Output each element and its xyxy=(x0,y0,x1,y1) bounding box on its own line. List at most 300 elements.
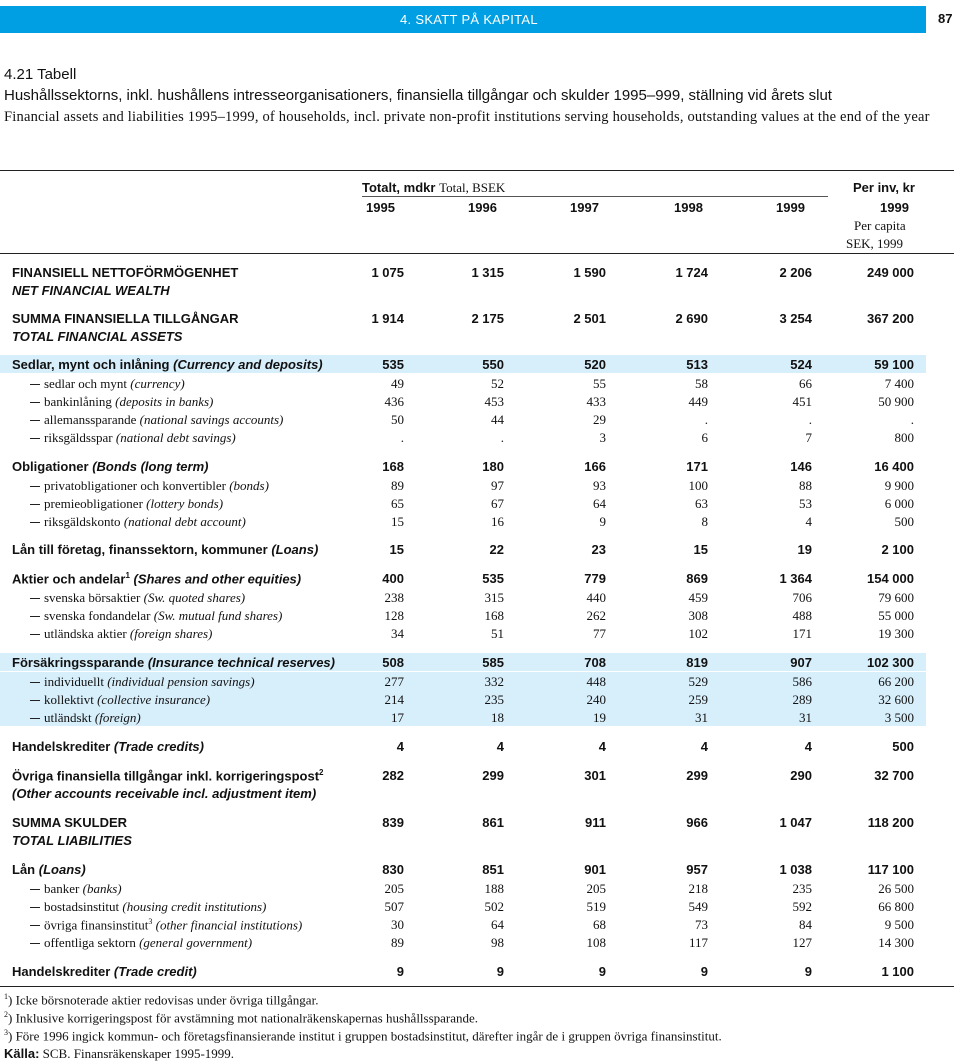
value-cell: 367 200 xyxy=(867,311,914,326)
value-cell: 205 xyxy=(586,881,606,896)
value-cell: 290 xyxy=(790,768,812,783)
value-cell: 168 xyxy=(382,459,404,474)
row-label-sv: bostadsinstitut xyxy=(44,899,120,914)
row-label-en: (Trade credit) xyxy=(113,964,197,979)
row-label-en: (foreign) xyxy=(94,710,141,725)
value-cell: 49 xyxy=(391,376,404,391)
row-label-sv: övriga finansinstitut xyxy=(44,917,149,933)
value-cell: 22 xyxy=(489,542,504,557)
value-cell: 51 xyxy=(491,626,504,641)
value-cell: 117 xyxy=(688,935,708,950)
value-cell: 63 xyxy=(695,496,708,511)
row-label xyxy=(12,357,323,372)
row-label xyxy=(30,881,122,897)
row-label-en: (collective insurance) xyxy=(97,692,211,707)
value-cell: 238 xyxy=(384,590,404,605)
dash-marker xyxy=(30,634,40,635)
table-heading xyxy=(4,64,954,128)
dash-marker xyxy=(30,438,40,439)
value-cell: 50 900 xyxy=(878,394,914,409)
value-cell: 14 300 xyxy=(878,935,914,950)
value-cell: 2 690 xyxy=(675,311,708,326)
dash-marker xyxy=(30,522,40,523)
value-cell: 869 xyxy=(686,571,708,586)
value-cell: 2 206 xyxy=(779,265,812,280)
value-cell: 4 xyxy=(598,739,606,754)
value-cell: 19 xyxy=(593,710,606,725)
row-label-en: (other financial institutions) xyxy=(155,917,303,933)
value-cell: 1 047 xyxy=(779,815,812,830)
row-label xyxy=(30,674,255,690)
row-label-sv: riksgäldsspar xyxy=(44,430,113,445)
value-cell: 235 xyxy=(484,692,504,707)
table-row xyxy=(0,355,926,373)
value-cell: . xyxy=(500,430,504,445)
value-cell: 9 900 xyxy=(884,478,914,493)
per-inv-year: 1999 xyxy=(880,200,909,215)
value-cell: 19 300 xyxy=(878,626,914,641)
row-label-en: (bonds) xyxy=(229,478,269,493)
value-cell: 436 xyxy=(384,394,404,409)
row-label-en: (national debt savings) xyxy=(115,430,236,445)
row-label xyxy=(30,376,185,392)
row-label xyxy=(30,935,252,951)
value-cell: 706 xyxy=(792,590,812,605)
value-cell: 15 xyxy=(389,542,404,557)
value-cell: 299 xyxy=(686,768,708,783)
value-cell: 240 xyxy=(586,692,606,707)
row-label xyxy=(30,412,283,428)
row-label-en: (Other accounts receivable incl. adjustment item) xyxy=(12,786,317,802)
value-cell: 433 xyxy=(586,394,606,409)
value-cell: 819 xyxy=(686,655,708,670)
value-cell: 488 xyxy=(792,608,812,623)
value-cell: 2 100 xyxy=(881,542,914,557)
value-cell: 93 xyxy=(593,478,606,493)
row-label-en: TOTAL LIABILITIES xyxy=(12,833,132,848)
value-cell: 779 xyxy=(584,571,606,586)
row-label-sv: SUMMA SKULDER xyxy=(12,815,128,830)
dash-marker xyxy=(30,598,40,599)
value-cell: 108 xyxy=(586,935,606,950)
row-label xyxy=(12,815,132,848)
value-cell: 84 xyxy=(799,917,812,932)
table-row xyxy=(0,457,926,475)
row-label xyxy=(30,430,236,446)
value-cell: 9 500 xyxy=(884,917,914,932)
table-row xyxy=(0,606,926,624)
sek-label: SEK, 1999 xyxy=(846,236,904,251)
table-row xyxy=(0,860,926,878)
row-label-sv: Handelskrediter xyxy=(12,964,111,979)
value-cell: 15 xyxy=(693,542,708,557)
value-cell: 89 xyxy=(391,478,404,493)
value-cell: 535 xyxy=(482,571,504,586)
table-row xyxy=(0,428,926,446)
row-label-sv: utländskt xyxy=(44,710,92,725)
value-cell: 88 xyxy=(799,478,812,493)
value-cell: 332 xyxy=(484,674,504,689)
table-row xyxy=(0,813,926,848)
row-label-sv: Aktier och andelar xyxy=(12,571,126,587)
row-label xyxy=(30,692,210,708)
row-label-sv: Försäkringssparande xyxy=(12,655,145,670)
value-cell: . xyxy=(704,412,708,427)
value-cell: 66 xyxy=(799,376,812,391)
row-label-sv: bankinlåning xyxy=(44,394,112,409)
dash-marker xyxy=(30,486,40,487)
row-label xyxy=(30,478,269,494)
value-cell: 171 xyxy=(792,626,812,641)
year-1997: 1997 xyxy=(570,200,599,215)
row-label xyxy=(12,542,318,557)
row-label-sv: riksgäldskonto xyxy=(44,514,121,529)
chapter-title: 4. SKATT PÅ KAPITAL xyxy=(400,12,538,27)
value-cell: 128 xyxy=(384,608,404,623)
value-cell: 1 364 xyxy=(779,571,812,586)
table-row xyxy=(0,512,926,530)
value-cell: 7 xyxy=(805,430,812,445)
value-cell: 31 xyxy=(695,710,708,725)
value-cell: 549 xyxy=(688,899,708,914)
value-cell: 9 xyxy=(598,964,606,979)
value-cell: 6 xyxy=(701,430,708,445)
value-cell: 249 000 xyxy=(867,265,914,280)
value-cell: 214 xyxy=(384,692,404,707)
table-row xyxy=(0,933,926,951)
row-label-sv: banker xyxy=(44,881,80,896)
row-label-sv: premieobligationer xyxy=(44,496,143,511)
row-label-en: (national savings accounts) xyxy=(139,412,284,427)
table-row xyxy=(0,309,926,344)
value-cell: 1 724 xyxy=(675,265,708,280)
value-cell: 535 xyxy=(382,357,404,372)
row-label-en: (Loans) xyxy=(271,542,319,557)
row-label-en: NET FINANCIAL WEALTH xyxy=(12,283,170,298)
value-cell: 58 xyxy=(695,376,708,391)
row-label xyxy=(12,655,335,670)
value-cell: 502 xyxy=(484,899,504,914)
row-label-en: (national debt account) xyxy=(123,514,246,529)
table-row xyxy=(0,540,926,558)
dash-marker xyxy=(30,384,40,385)
value-cell: 1 315 xyxy=(471,265,504,280)
value-cell: 68 xyxy=(593,917,606,932)
top-rule xyxy=(0,170,954,171)
per-inv-label: Per inv, kr xyxy=(853,180,915,195)
row-label-en: (Sw. mutual fund shares) xyxy=(153,608,283,623)
value-cell: 519 xyxy=(586,899,606,914)
row-label-en: (foreign shares) xyxy=(129,626,213,641)
value-cell: 18 xyxy=(491,710,504,725)
value-cell: 301 xyxy=(584,768,606,783)
row-label xyxy=(30,394,213,410)
row-label-en: (deposits in banks) xyxy=(115,394,214,409)
value-cell: 26 500 xyxy=(878,881,914,896)
dash-marker xyxy=(30,943,40,944)
dash-marker xyxy=(30,402,40,403)
totals-underline xyxy=(362,196,828,197)
footnote-ref: 1 xyxy=(125,571,130,580)
value-cell: 55 xyxy=(593,376,606,391)
value-cell: 166 xyxy=(584,459,606,474)
totals-label: Totalt, mdkr Total, BSEK xyxy=(362,180,506,195)
value-cell: 79 600 xyxy=(878,590,914,605)
value-cell: 15 xyxy=(391,514,404,529)
value-cell: 67 xyxy=(491,496,504,511)
footnote-ref: 3 xyxy=(148,917,153,926)
value-cell: 524 xyxy=(790,357,812,372)
table-row xyxy=(0,569,926,587)
dash-marker xyxy=(30,925,40,926)
row-label xyxy=(12,862,86,877)
row-label-en: (Insurance technical reserves) xyxy=(147,655,335,670)
value-cell: 59 100 xyxy=(874,357,914,372)
table-row xyxy=(0,410,926,428)
value-cell: 282 xyxy=(382,768,404,783)
value-cell: 32 700 xyxy=(874,768,914,783)
table-row xyxy=(0,766,926,802)
value-cell: 100 xyxy=(688,478,708,493)
table-number: 4.21 Tabell xyxy=(4,66,77,83)
row-label xyxy=(12,311,239,344)
row-label-sv: Lån xyxy=(12,862,36,877)
row-label-sv: individuellt xyxy=(44,674,104,689)
footnote-ref: 2 xyxy=(319,768,324,777)
value-cell: 708 xyxy=(584,655,606,670)
value-cell: 65 xyxy=(391,496,404,511)
value-cell: 218 xyxy=(688,881,708,896)
row-label xyxy=(12,459,208,474)
value-cell: 8 xyxy=(701,514,708,529)
value-cell: 851 xyxy=(482,862,504,877)
value-cell: 3 500 xyxy=(884,710,914,725)
row-label-sv: sedlar och mynt xyxy=(44,376,128,391)
dash-marker xyxy=(30,616,40,617)
value-cell: 64 xyxy=(593,496,606,511)
value-cell: 34 xyxy=(391,626,404,641)
value-cell: 957 xyxy=(686,862,708,877)
value-cell: 259 xyxy=(688,692,708,707)
value-cell: 66 800 xyxy=(878,899,914,914)
row-label xyxy=(30,710,141,726)
value-cell: 9 xyxy=(804,964,812,979)
value-cell: 102 xyxy=(688,626,708,641)
dash-marker xyxy=(30,504,40,505)
value-cell: 53 xyxy=(799,496,812,511)
value-cell: 520 xyxy=(584,357,606,372)
dash-marker xyxy=(30,889,40,890)
value-cell: 592 xyxy=(792,899,812,914)
value-cell: 19 xyxy=(797,542,812,557)
value-cell: 839 xyxy=(382,815,404,830)
value-cell: 315 xyxy=(484,590,504,605)
dash-marker xyxy=(30,420,40,421)
value-cell: 1 100 xyxy=(881,964,914,979)
value-cell: 262 xyxy=(586,608,606,623)
value-cell: 89 xyxy=(391,935,404,950)
source-note: Källa: SCB. Finansräkenskaper 1995-1999. xyxy=(4,1046,235,1061)
value-cell: 529 xyxy=(688,674,708,689)
value-cell: 440 xyxy=(586,590,606,605)
table-row xyxy=(0,915,926,933)
row-label-en: (lottery bonds) xyxy=(146,496,224,511)
row-label-en: (currency) xyxy=(130,376,185,391)
value-cell: 911 xyxy=(585,815,606,830)
footnote-2: $^2$) Inklusive korrigeringspost för avstämning mot nationalräkenskapernas hushållssparande. xyxy=(4,1010,479,1026)
value-cell: 31 xyxy=(799,710,812,725)
row-label-en: (general government) xyxy=(139,935,253,950)
table-title-sv: Hushållssektorns, inkl. hushållens intresseorganisationers, finansiella tillgångar och skulder 1995–999, ställning vid årets slut xyxy=(4,87,832,104)
value-cell: 180 xyxy=(482,459,504,474)
value-cell: 901 xyxy=(584,862,606,877)
value-cell: 188 xyxy=(484,881,504,896)
row-label xyxy=(30,917,302,933)
year-1999: 1999 xyxy=(776,200,805,215)
value-cell: 6 000 xyxy=(884,496,914,511)
row-label-en: (Shares and other equities) xyxy=(133,571,302,587)
row-label-en: (housing credit institutions) xyxy=(122,899,267,914)
row-label-sv: Sedlar, mynt och inlåning xyxy=(12,357,170,372)
table-row xyxy=(0,690,926,708)
table-row xyxy=(0,897,926,915)
table-row xyxy=(0,653,926,671)
row-label xyxy=(12,739,204,754)
row-label-sv: offentliga sektorn xyxy=(44,935,136,950)
row-label-sv: svenska fondandelar xyxy=(44,608,151,623)
value-cell: 55 000 xyxy=(878,608,914,623)
value-cell: 9 xyxy=(496,964,504,979)
row-label xyxy=(12,768,323,801)
row-label-sv: allemanssparande xyxy=(44,412,137,427)
table-title-en: Financial assets and liabilities 1995–1999, of households, incl. private non-profit institutions serving households, outstanding values at the end of the year xyxy=(4,109,930,125)
value-cell: 32 600 xyxy=(878,692,914,707)
row-label-sv: Handelskrediter xyxy=(12,739,111,754)
value-cell: 1 590 xyxy=(573,265,606,280)
table-row xyxy=(0,879,926,897)
value-cell: 1 038 xyxy=(779,862,812,877)
table-row xyxy=(0,494,926,512)
year-1996: 1996 xyxy=(468,200,497,215)
value-cell: 127 xyxy=(792,935,812,950)
year-1995: 1995 xyxy=(366,200,395,215)
value-cell: 400 xyxy=(382,571,404,586)
year-1998: 1998 xyxy=(674,200,703,215)
value-cell: 4 xyxy=(700,739,708,754)
value-cell: 508 xyxy=(382,655,404,670)
table-row xyxy=(0,624,926,642)
value-cell: 235 xyxy=(792,881,812,896)
value-cell: 16 400 xyxy=(874,459,914,474)
value-cell: 3 254 xyxy=(779,311,812,326)
value-cell: 16 xyxy=(491,514,504,529)
header-rule xyxy=(0,253,954,254)
value-cell: 30 xyxy=(391,917,404,932)
value-cell: 4 xyxy=(396,739,404,754)
value-cell: 4 xyxy=(805,514,812,529)
value-cell: 118 200 xyxy=(867,815,914,830)
value-cell: 830 xyxy=(382,862,404,877)
table-row xyxy=(0,708,926,726)
row-label xyxy=(30,514,246,530)
value-cell: 44 xyxy=(491,412,504,427)
footnote-3: $^3$) Före 1996 ingick kommun- och företagsfinansierande institut i gruppen bostadsinstitut, därefter ingår de i gruppen övriga finansinstitut. xyxy=(4,1028,722,1044)
table-row xyxy=(0,737,926,755)
row-label-en: (Currency and deposits) xyxy=(173,357,323,372)
row-label xyxy=(30,590,245,606)
value-cell: 4 xyxy=(496,739,504,754)
row-label-sv: SUMMA FINANSIELLA TILLGÅNGAR xyxy=(12,311,239,326)
row-label-en: (banks) xyxy=(82,881,122,896)
chapter-header-bar xyxy=(0,6,926,33)
dash-marker xyxy=(30,700,40,701)
value-cell: 50 xyxy=(391,412,404,427)
value-cell: 1 075 xyxy=(371,265,404,280)
value-cell: 586 xyxy=(792,674,812,689)
value-cell: 507 xyxy=(384,899,404,914)
value-cell: 77 xyxy=(593,626,606,641)
value-cell: 117 100 xyxy=(867,862,914,877)
value-cell: 205 xyxy=(384,881,404,896)
value-cell: 171 xyxy=(686,459,708,474)
row-label-sv: Lån till företag, finanssektorn, kommuner xyxy=(12,542,268,557)
page-number: 87 xyxy=(938,11,953,26)
row-label-sv: FINANSIELL NETTOFÖRMÖGENHET xyxy=(12,265,239,280)
value-cell: 4 xyxy=(804,739,812,754)
row-label xyxy=(30,496,223,512)
value-cell: 97 xyxy=(491,478,504,493)
row-label-sv: privatobligationer och konvertibler xyxy=(44,478,226,493)
value-cell: 907 xyxy=(790,655,812,670)
table-row xyxy=(0,374,926,392)
value-cell: 308 xyxy=(688,608,708,623)
table-row xyxy=(0,588,926,606)
value-cell: 23 xyxy=(591,542,606,557)
value-cell: 2 175 xyxy=(471,311,504,326)
row-label xyxy=(30,626,212,642)
value-cell: 277 xyxy=(384,674,404,689)
value-cell: 154 000 xyxy=(867,571,914,586)
row-label xyxy=(30,899,266,915)
value-cell: 500 xyxy=(892,739,914,754)
table-row xyxy=(0,476,926,494)
value-cell: 585 xyxy=(482,655,504,670)
row-label-en: (Bonds (long term) xyxy=(92,459,209,474)
table-row xyxy=(0,672,926,690)
value-cell: 168 xyxy=(484,608,504,623)
row-label-en: TOTAL FINANCIAL ASSETS xyxy=(12,329,183,344)
row-label xyxy=(30,608,282,624)
row-label-en: (Trade credits) xyxy=(113,739,204,754)
value-cell: . xyxy=(910,412,914,427)
value-cell: 52 xyxy=(491,376,504,391)
value-cell: 449 xyxy=(688,394,708,409)
row-label-sv: Övriga finansiella tillgångar inkl. korrigeringspost xyxy=(12,768,320,784)
row-label xyxy=(12,265,238,298)
row-label-en: (Sw. quoted shares) xyxy=(143,590,246,605)
value-cell: 513 xyxy=(686,357,708,372)
bottom-rule xyxy=(0,986,954,987)
value-cell: 500 xyxy=(894,514,914,529)
row-label-en: (Loans) xyxy=(38,862,86,877)
value-cell: 861 xyxy=(482,815,504,830)
row-label-sv: utländska aktier xyxy=(44,626,127,641)
row-label xyxy=(12,571,301,586)
value-cell: 9 xyxy=(700,964,708,979)
value-cell: 2 501 xyxy=(573,311,606,326)
value-cell: 448 xyxy=(586,674,606,689)
value-cell: 800 xyxy=(894,430,914,445)
